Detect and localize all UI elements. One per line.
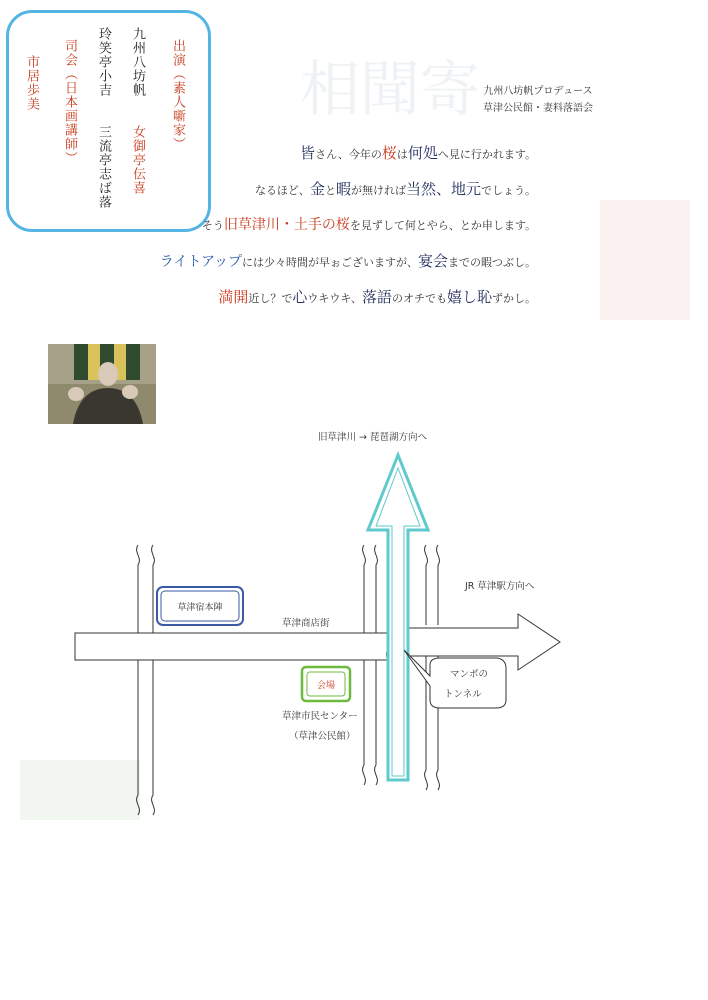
performer-2: 玲笑亭小吉: [96, 27, 111, 97]
intro-4a: ライトアップ: [159, 254, 242, 270]
intro-2b: 金: [309, 180, 325, 198]
community-hall-label: （草津公民館）: [289, 731, 356, 742]
intro-5a: 満開: [218, 288, 249, 306]
performer-4: 三流亭志ば落: [96, 125, 111, 209]
shotengai-road: [75, 633, 389, 660]
intro-4b: には少々時間が早ぉございますが、: [241, 256, 418, 269]
intro-2d: 暇: [335, 180, 351, 198]
svg-text:聞: 聞: [360, 55, 420, 125]
intro-5c: 心: [292, 288, 308, 306]
performer-3-guest: 女御亭伝喜: [130, 125, 145, 195]
intro-4c: 宴会: [417, 252, 448, 270]
intro-3c: を見ずして何とやら、とか申します。: [349, 219, 536, 232]
intro-1a: 皆: [300, 144, 316, 162]
producer-line-1: 九州八坊帆プロデュース: [483, 86, 593, 97]
jr-direction-label: JR 草津駅方向へ: [465, 581, 535, 592]
left-vertical-road: [137, 545, 155, 815]
performer-1: 九州八坊帆: [130, 27, 145, 97]
honjin-label: 草津宿本陣: [177, 603, 223, 613]
venue-label: 会場: [316, 681, 336, 691]
svg-text:相: 相: [300, 55, 360, 125]
intro-1f: へ見に行かれます。: [437, 148, 536, 161]
intro-1e: 何処: [407, 144, 438, 162]
intro-5h: ずかし。: [492, 292, 536, 305]
intro-5f: のオチでも: [391, 292, 447, 305]
performers-heading: 出演（素人噺家）: [170, 39, 185, 151]
intro-2e: が無ければ: [350, 184, 406, 197]
shotengai-label: 草津商店街: [282, 618, 330, 629]
svg-text:寄: 寄: [420, 55, 480, 125]
civic-center-label: 草津市民センター: [282, 711, 358, 722]
intro-1c: 桜: [381, 144, 397, 162]
intro-5d: ウキウキ、: [307, 292, 362, 305]
river-arrow: [368, 455, 428, 780]
intro-2f: 当然、: [405, 180, 451, 198]
intro-3b: 旧草津川・土手の桜: [223, 217, 350, 233]
mc-heading: 司会（日本画講師）: [62, 39, 77, 165]
intro-1d: は: [396, 148, 408, 161]
intro-1b: さん、今年の: [315, 148, 382, 161]
producer-line-2: 草津公民館・妻料落語会: [483, 103, 593, 114]
river-direction-label: 旧草津川 → 琵琶湖方向へ: [318, 432, 427, 443]
intro-4d: までの暇つぶし。: [448, 256, 536, 269]
intro-2g: 地元: [450, 180, 481, 198]
intro-2h: でしょう。: [481, 184, 536, 197]
middle-vertical-road: [363, 545, 378, 785]
intro-2a: なるほど、: [254, 184, 310, 197]
intro-5b: 近し？で: [248, 292, 293, 305]
intro-5e: 落語: [361, 288, 392, 306]
intro-5g: 嬉し恥: [446, 288, 492, 306]
tunnel-label-2: トンネル: [444, 689, 482, 700]
intro-2c: と: [324, 184, 336, 197]
intro-3a: そう: [201, 219, 224, 232]
tunnel-label-1: マンボの: [450, 669, 489, 680]
mc-name: 市居歩美: [24, 55, 39, 111]
